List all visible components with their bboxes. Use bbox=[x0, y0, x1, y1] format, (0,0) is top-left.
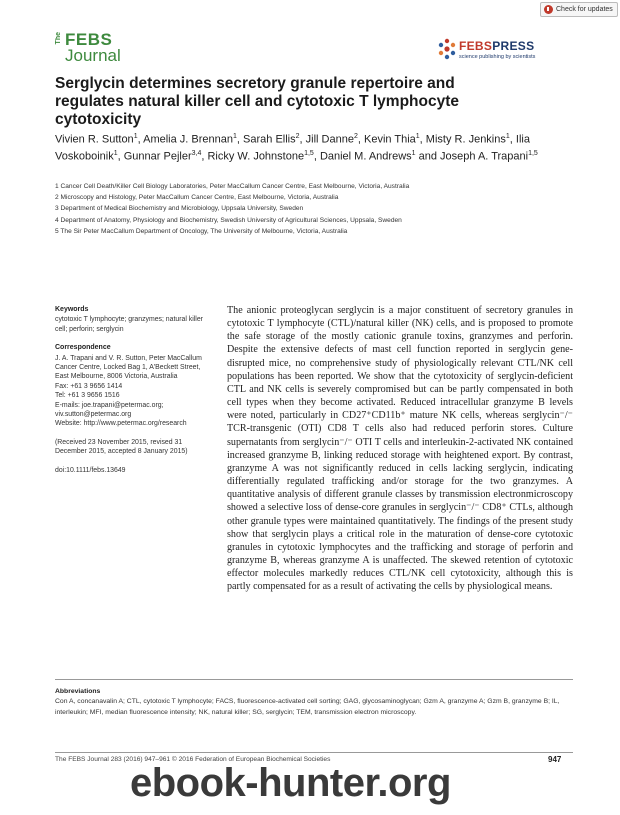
abbreviations-divider bbox=[55, 679, 573, 680]
author-affiliation-mark: 2 bbox=[353, 133, 358, 140]
author-name: Ilia Voskoboinik bbox=[55, 133, 530, 163]
febs-press-febs: FEBS bbox=[459, 39, 493, 53]
author-name: Ricky W. Johnstone bbox=[207, 150, 305, 163]
author-affiliation-mark: 3,4 bbox=[191, 149, 202, 157]
febs-press-logo bbox=[437, 38, 552, 66]
correspondence-line: Website: http://www.petermac.org/research bbox=[55, 420, 187, 428]
author-name: Gunnar Pejler bbox=[123, 150, 192, 163]
affiliation-item: 5 The Sir Peter MacCallum Department of Oncology, The University of Melbourne, Victoria, Australia bbox=[55, 227, 348, 235]
author-name: Joseph A. Trapani bbox=[440, 150, 529, 163]
author-affiliation-mark: 1 bbox=[415, 133, 420, 140]
febs-press-name bbox=[459, 39, 534, 53]
journal-logo-febs: FEBS bbox=[65, 30, 113, 49]
febs-press-tagline: science publishing by scientists bbox=[459, 54, 536, 60]
footer-divider bbox=[55, 752, 573, 753]
journal-logo-the: The bbox=[55, 32, 62, 45]
keywords-heading: Keywords bbox=[55, 306, 89, 313]
watermark-text: ebook-hunter.org bbox=[130, 761, 451, 805]
author-affiliation-mark: 1 bbox=[113, 149, 118, 157]
footer-citation: The FEBS Journal 283 (2016) 947–961 © 2016 Federation of European Biochemical Societies bbox=[55, 756, 331, 763]
author-affiliation-mark: 1 bbox=[233, 133, 237, 140]
affiliation-item: 3 Department of Medical Biochemistry and Microbiology, Uppsala University, Sweden bbox=[55, 205, 304, 213]
author-name: Vivien R. Sutton bbox=[55, 133, 134, 146]
affiliation-item: 4 Department of Anatomy, Physiology and Biochemistry, Swedish University of Agricultural Sciences, Uppsala, Sweden bbox=[55, 216, 402, 224]
author-list: Vivien R. Sutton$^1$, Amelia J. Brennan$^1$, Sarah Ellis$^2$, Jill Danne$^2$, Kevin Thia$^1$, Misty R. Jenkins$^1$, Ilia Voskoboinik$^1$, Gunnar Pejler$^{3,4}$, Ricky W. Johnstone$^{1,5}$, Daniel M. Andrews$^1$ and Joseph A. Trapani$^{1,5}$ bbox=[55, 133, 538, 163]
author-name: Sarah Ellis bbox=[243, 133, 296, 146]
author-name: Jill Danne bbox=[305, 133, 354, 146]
author-affiliation-mark: 2 bbox=[295, 133, 300, 140]
keywords-text: cytotoxic T lymphocyte; granzymes; natural killer cell; perforin; serglycin bbox=[55, 316, 203, 333]
correspondence-line: E-mails: joe.trapani@petermac.org; viv.sutton@petermac.org bbox=[55, 401, 164, 419]
febs-press-dots-icon bbox=[437, 38, 457, 60]
author-affiliation-mark: 1 bbox=[133, 133, 138, 140]
check-updates-label: Check for updates bbox=[556, 6, 613, 13]
author-affiliation-mark: 1 bbox=[411, 149, 416, 157]
abstract-text: The anionic proteoglycan serglycin is a major constituent of secretory granules in cytotoxic T lymphocyte (CTL)/natural killer (NK) cells, and is proposed to promote the safe storage of the mostly cationic granule toxins, granzymes and perforin. Despite the extensive defects of mast cell function reported in serglycin gene-disrupted mice, no comprehensive study of physiologically relevant CTL/NK cell populations has been reported. We show that the cytotoxicity of serglycin-deficient CTL and NK cells is severely compromised but can be partly compensated in both cell types when they become activated. Reduced intracellular granzyme B levels were noted, particularly in CD27⁺CD11b⁺ mature NK cells, whereas serglycin⁻/⁻ TCR-transgenic (OTI) CD8 T cells also had reduced perforin stores. Culture supernatants from serglycin⁻/⁻ OTI T cells and interleukin-2-activated NK contained increased granzyme B, linking reduced storage with heightened export. By contrast, granzyme A was not significantly reduced in cells lacking serglycin, indicating differentially regulated trafficking and/or storage for the two granzymes. A quantitative analysis of different granule classes by transmission electronmicroscopy showed a selective loss of dense-core granules in serglycin⁻/⁻ CD8⁺ CTLs, although other granule types were maintained quantitatively. The findings of the present study show that serglycin plays a critical role in the maturation of dense-core cytotoxic granules in cytotoxic lymphocytes and the trafficking and storage of perforin and granzyme B, whereas granzyme A is unaffected. The skewed retention of cytotoxic effector molecules markedly reduces CTL/NK cell cytotoxicity, although this is partly compensated for as a result of activating the cells by physiological means. bbox=[227, 305, 573, 593]
article-title: Serglycin determines secretory granule repertoire and regulates natural killer cell and cytotoxic T lymphocyte cytotoxicity bbox=[55, 75, 459, 128]
article-sidebar bbox=[55, 305, 215, 484]
correspondence-line: J. A. Trapani and V. R. Sutton, Peter MacCallum Cancer Centre, Locked Bag 1, A'Beckett Street, East Melbourne, 8006 Victoria, Australia bbox=[55, 354, 202, 381]
received-dates: (Received 23 November 2015, revised 31 December 2015, accepted 8 January 2015) bbox=[55, 438, 188, 456]
correspondence-section bbox=[55, 343, 215, 429]
page-number: 947 bbox=[548, 755, 562, 764]
author-name: Misty R. Jenkins bbox=[425, 133, 506, 146]
author-name: Daniel M. Andrews bbox=[319, 150, 412, 163]
check-updates-icon bbox=[544, 5, 553, 14]
abbreviations-section bbox=[55, 687, 573, 718]
febs-press-press: PRESS bbox=[492, 39, 535, 53]
author-affiliation-mark: 1,5 bbox=[304, 149, 314, 157]
author-name: Kevin Thia bbox=[363, 133, 416, 146]
author-name: Amelia J. Brennan bbox=[143, 133, 233, 146]
affiliation-list bbox=[55, 181, 575, 237]
doi[interactable]: doi:10.1111/febs.13649 bbox=[55, 466, 126, 474]
abbreviations-heading: Abbreviations bbox=[55, 688, 101, 695]
check-for-updates-button[interactable] bbox=[540, 2, 618, 17]
correspondence-heading: Correspondence bbox=[55, 344, 111, 352]
journal-logo bbox=[55, 30, 125, 66]
correspondence-line: Tel: +61 3 9656 1516 bbox=[55, 392, 120, 400]
author-affiliation-mark: 1 bbox=[505, 133, 510, 140]
affiliation-item: 2 Microscopy and Histology, Peter MacCallum Cancer Centre, East Melbourne, Victoria, Australia bbox=[55, 194, 339, 202]
keywords-section bbox=[55, 305, 215, 334]
author-affiliation-mark: 1,5 bbox=[528, 149, 538, 157]
affiliation-item: 1 Cancer Cell Death/Killer Cell Biology Laboratories, Peter MacCallum Cancer Centre, East Melbourne, Victoria, Australia bbox=[55, 183, 410, 190]
abbreviations-text: Con A, concanavalin A; CTL, cytotoxic T lymphocyte; FACS, fluorescence-activated cell sorting; GAG, glycosaminoglycan; Gzm A, granzyme A; Gzm B, granzyme B; IL, interleukin; MFI, median fluorescence intensity; NK, natural killer; SG, serglycin; TEM, transmission electron microscopy. bbox=[55, 698, 560, 716]
journal-logo-journal: Journal bbox=[65, 46, 121, 65]
correspondence-line: Fax: +61 3 9656 1414 bbox=[55, 382, 123, 390]
